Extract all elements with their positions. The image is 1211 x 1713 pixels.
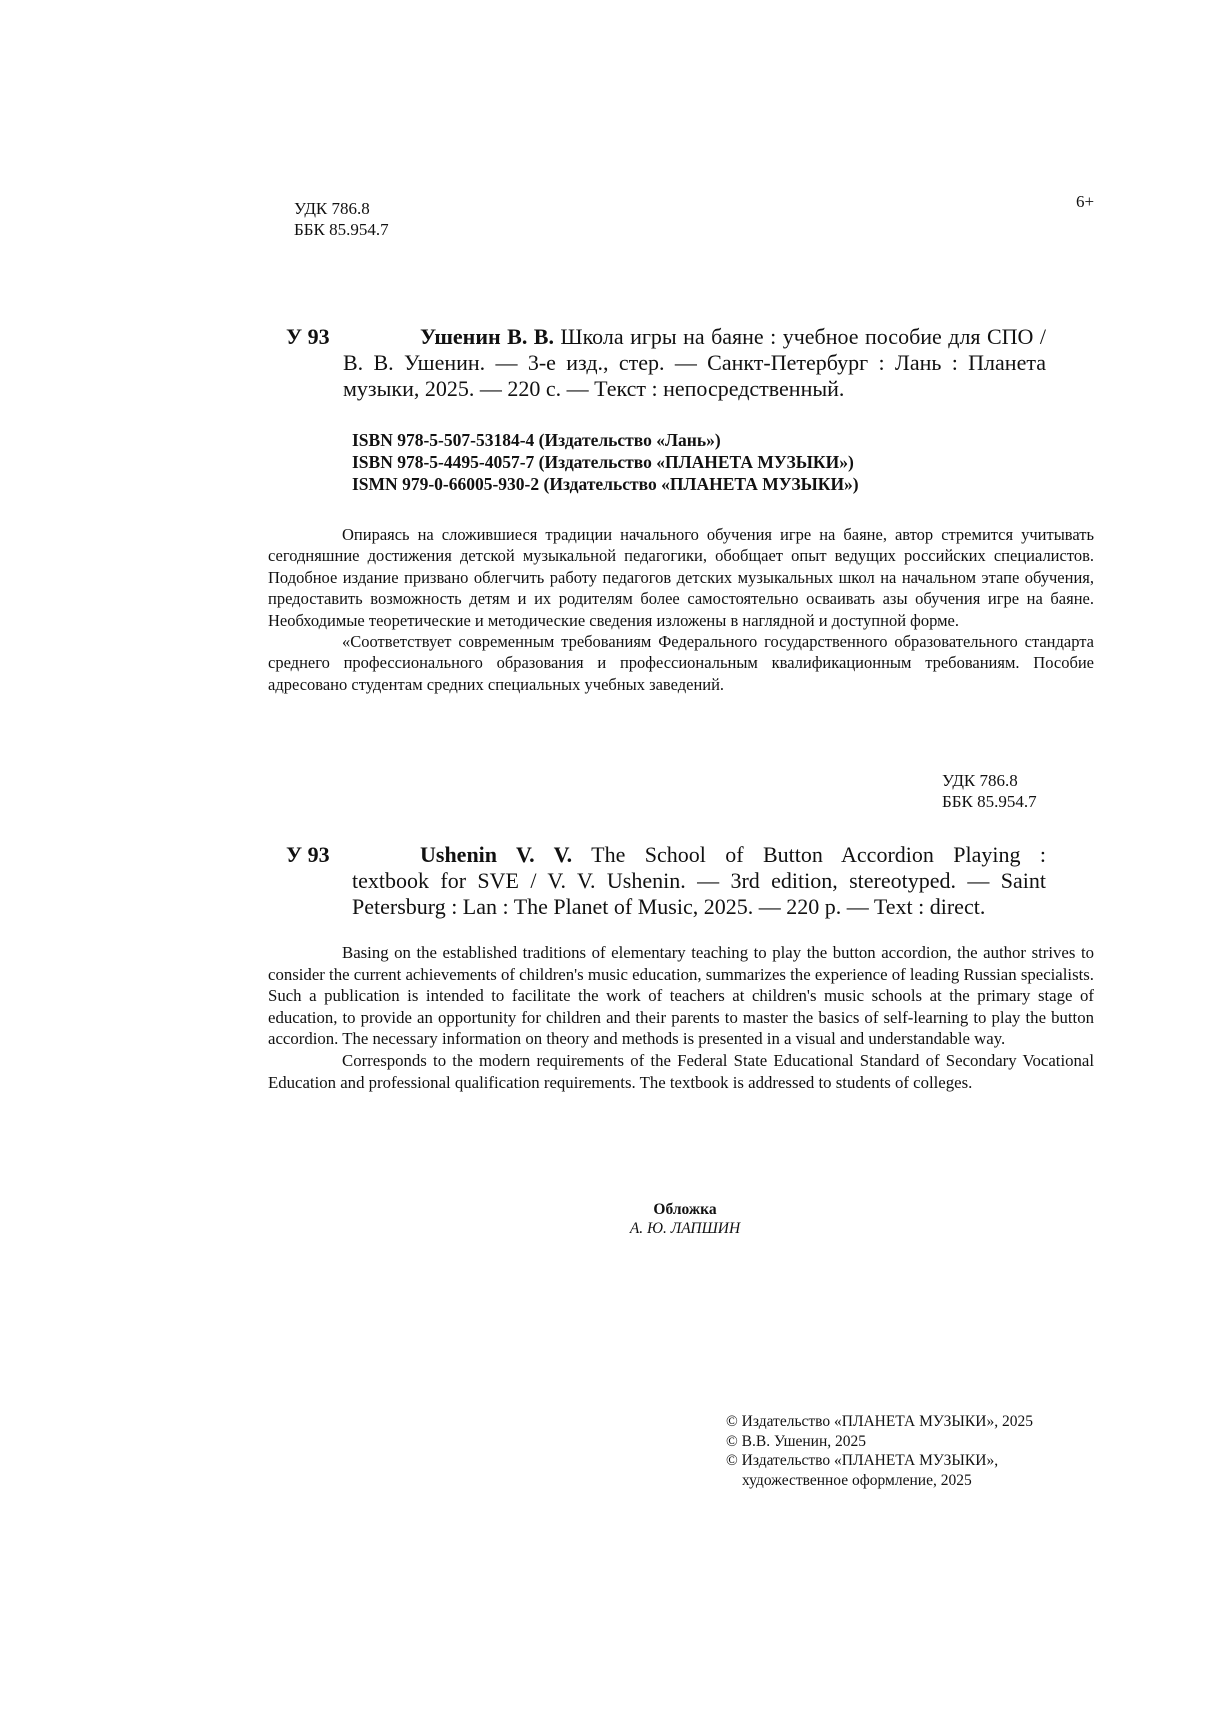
ismn-planeta: ISMN 979-0-66005-930-2 (Издательство «ПЛАНЕТА МУЗЫКИ») xyxy=(352,474,859,494)
udk-code-right: УДК 786.8 xyxy=(942,771,1018,790)
ru-line-3: музыки, 2025. — 220 с. — Текст : непосредственный. xyxy=(343,376,845,401)
en-bibliographic-entry xyxy=(286,842,1086,922)
en-abstract-paragraph-2: Corresponds to the modern requirements of the Federal State Educational Standard of Secondary Vocational Education and professional qualification requirements. The textbook is addressed to students of colleges. xyxy=(268,1050,1094,1092)
en-line-2: textbook for SVE / V. V. Ushenin. — 3rd edition, stereotyped. — Saint xyxy=(352,868,1046,893)
en-abstract xyxy=(268,942,1094,1093)
ru-abstract xyxy=(268,524,1094,695)
copyright-block xyxy=(726,1412,1033,1490)
udk-bbk-right xyxy=(942,770,1037,812)
author-name: Ушенин В. В. xyxy=(420,324,554,349)
ru-bibliographic-entry xyxy=(286,324,1086,404)
ru-line-2: В. В. Ушенин. — 3-е изд., стер. — Санкт-Петербург : Лань : Планета xyxy=(343,350,1046,375)
en-citation xyxy=(352,842,1046,920)
udk-code: УДК 786.8 xyxy=(294,199,370,218)
udk-bbk-header xyxy=(294,198,389,240)
cover-heading: Обложка xyxy=(653,1201,717,1218)
cover-designer: А. Ю. ЛАПШИН xyxy=(629,1220,741,1237)
en-title: The School of Button Accordion Playing : xyxy=(572,842,1047,867)
isbn-block xyxy=(352,429,859,495)
author-sign-en: У 93 xyxy=(286,842,330,867)
ru-title: Школа игры на баяне : учебное пособие для СПО / xyxy=(553,324,1046,349)
ru-citation xyxy=(343,324,1046,402)
ru-abstract-paragraph-1: Опираясь на сложившиеся традиции начального обучения игре на баяне, автор стремится учитывать сегодняшние достижения детской музыкальной педагогики, обобщает опыт ведущих российских специалистов. Подобное издание призвано облегчить работу педагогов детских музыкальных школ на начальном этапе обучения, предоставить возможность детям и их родителям более самостоятельно осваивать азы обучения игре на баяне. Необходимые теоретические и методические сведения изложены в наглядной и доступной форме. xyxy=(268,525,1094,630)
copyright-line-3: © Издательство «ПЛАНЕТА МУЗЫКИ», xyxy=(726,1452,999,1469)
isbn-lan: ISBN 978-5-507-53184-4 (Издательство «Лань») xyxy=(352,430,721,450)
isbn-planeta: ISBN 978-5-4495-4057-7 (Издательство «ПЛАНЕТА МУЗЫКИ») xyxy=(352,452,854,472)
copyright-line-1: © Издательство «ПЛАНЕТА МУЗЫКИ», 2025 xyxy=(726,1413,1033,1430)
author-sign: У 93 xyxy=(286,324,330,349)
cover-credit xyxy=(500,1200,870,1238)
author-name-en: Ushenin V. V. xyxy=(420,842,573,867)
bbk-code: ББК 85.954.7 xyxy=(294,220,389,239)
bbk-code-right: ББК 85.954.7 xyxy=(942,792,1037,811)
copyright-line-2: © В.В. Ушенин, 2025 xyxy=(726,1432,867,1450)
en-line-3: Petersburg : Lan : The Planet of Music, 2025. — 220 p. — Text : direct. xyxy=(352,894,986,919)
copyright-line-4: художественное оформление, 2025 xyxy=(742,1471,972,1489)
en-abstract-paragraph-1: Basing on the established traditions of elementary teaching to play the button accordion, the author strives to consider the current achievements of children's music education, summarizes the experience of leading Russian specialists. Such a publication is intended to facilitate the work of teachers at children's music schools at the primary stage of education, to provide an opportunity for children and their parents to master the basics of self-learning to play the button accordion. The necessary information on theory and methods is presented in a visual and understandable way. xyxy=(268,943,1094,1049)
ru-abstract-paragraph-2: «Соответствует современным требованиям Федерального государственного образовательного стандарта среднего профессионального образования и профессиональным квалификационным требованиям. Пособие адресовано студентам средних специальных учебных заведений. xyxy=(268,632,1094,694)
age-rating: 6+ xyxy=(1076,192,1095,211)
